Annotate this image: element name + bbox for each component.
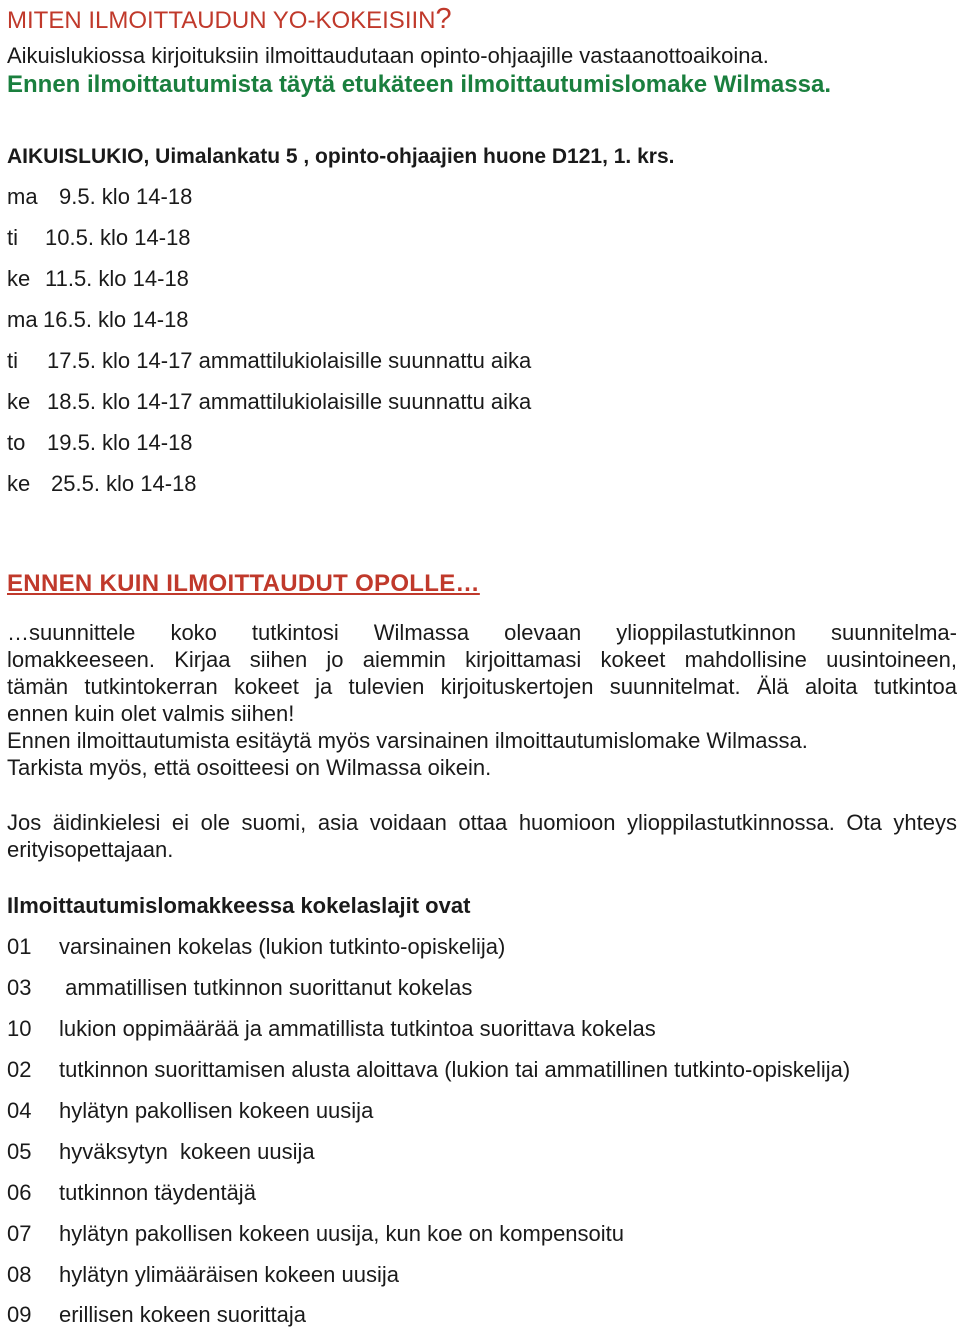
candidate-type-text: hyväksytyn kokeen uusija	[59, 1139, 315, 1164]
candidate-type-text: erillisen kokeen suorittaja	[59, 1302, 307, 1327]
candidate-type-item	[7, 977, 472, 999]
schedule-time: 19.5. klo 14-18	[47, 430, 193, 455]
intro-line-1: Aikuislukiossa kirjoituksiin ilmoittaudutaan opinto-ohjaajille vastaanottoaikoina.	[7, 43, 769, 68]
schedule-row	[7, 227, 191, 249]
schedule-time: 16.5. klo 14-18	[43, 307, 189, 332]
candidate-type-code: 08	[7, 1262, 32, 1287]
schedule-row	[7, 268, 189, 290]
section-heading-before: ENNEN KUIN ILMOITTAUDUT OPOLLE…	[7, 570, 480, 597]
candidate-type-text: ammatillisen tutkinnon suorittanut kokelas	[59, 975, 473, 1000]
language-paragraph	[7, 809, 957, 863]
candidate-types-heading: Ilmoittautumislomakkeessa kokelaslajit ovat	[7, 893, 471, 918]
candidate-type-code: 02	[7, 1057, 32, 1082]
schedule-row	[7, 391, 531, 413]
page-title-question-mark: ?	[435, 3, 452, 35]
address-paragraph: Tarkista myös, että osoitteesi on Wilmassa oikein.	[7, 755, 492, 780]
candidate-type-item	[7, 1304, 306, 1326]
candidate-type-item	[7, 1264, 399, 1286]
schedule-day: ke	[7, 471, 31, 496]
schedule-time: 25.5. klo 14-18	[51, 471, 197, 496]
candidate-type-item	[7, 1141, 315, 1163]
schedule-time: 10.5. klo 14-18	[45, 225, 191, 250]
candidate-type-item	[7, 1182, 256, 1204]
schedule-day: ma	[7, 307, 38, 332]
page-title-text: MITEN ILMOITTAUDUN YO-KOKEISIIN	[7, 7, 436, 34]
candidate-type-code: 10	[7, 1016, 32, 1041]
language-paragraph-line: Jos äidinkielesi ei ole suomi, asia voidaan ottaa huomioon ylioppilastutkinnossa. Ota yhteys	[7, 810, 957, 835]
schedule-row	[7, 350, 531, 372]
candidate-type-code: 01	[7, 934, 32, 959]
language-paragraph-line: erityisopettajaan.	[7, 837, 174, 862]
schedule-time: 9.5. klo 14-18	[59, 184, 193, 209]
schedule-day: ke	[7, 266, 31, 291]
candidate-type-text: hylätyn ylimääräisen kokeen uusija	[59, 1262, 399, 1287]
schedule-day: ke	[7, 389, 31, 414]
planning-paragraph-line: lomakkeeseen. Kirjaa siihen jo aiemmin kirjoittamasi kokeet mahdollisine uusintoineen,	[7, 647, 957, 672]
candidate-type-code: 07	[7, 1221, 32, 1246]
candidate-type-text: varsinainen kokelas (lukion tutkinto-opiskelija)	[59, 934, 506, 959]
candidate-type-text: tutkinnon suorittamisen alusta aloittava (lukion tai ammatillinen tutkinto-opiskelija)	[59, 1057, 851, 1082]
planning-paragraph-line: tämän tutkintokerran kokeet ja tulevien kirjoituskertojen suunnitelmat. Älä aloita tutkintoa	[7, 674, 957, 699]
candidate-type-code: 05	[7, 1139, 32, 1164]
schedule-day: to	[7, 430, 26, 455]
schedule-row	[7, 473, 197, 495]
schedule-day: ma	[7, 184, 38, 209]
intro-line-2: Ennen ilmoittautumista täytä etukäteen ilmoittautumislomake Wilmassa.	[7, 71, 831, 98]
planning-paragraph-line: ennen kuin olet valmis siihen!	[7, 701, 295, 726]
planning-paragraph-line: …suunnittele koko tutkintosi Wilmassa olevaan ylioppilastutkinnon suunnitelma-	[7, 620, 957, 645]
schedule-day: ti	[7, 225, 18, 250]
schedule-row	[7, 309, 189, 331]
candidate-type-item	[7, 1018, 656, 1040]
candidate-type-code: 09	[7, 1302, 32, 1327]
candidate-type-text: lukion oppimäärää ja ammatillista tutkintoa suorittava kokelas	[59, 1016, 656, 1041]
candidate-type-code: 03	[7, 975, 32, 1000]
schedule-row	[7, 432, 193, 454]
prefill-paragraph: Ennen ilmoittautumista esitäytä myös varsinainen ilmoittautumislomake Wilmassa.	[7, 728, 808, 753]
candidate-type-code: 04	[7, 1098, 32, 1123]
candidate-type-text: tutkinnon täydentäjä	[59, 1180, 256, 1205]
schedule-time: 18.5. klo 14-17 ammattilukiolaisille suunnattu aika	[47, 389, 532, 414]
schedule-day: ti	[7, 348, 18, 373]
page-title	[7, 3, 452, 36]
candidate-type-item	[7, 1100, 373, 1122]
candidate-type-item	[7, 936, 505, 958]
candidate-type-text: hylätyn pakollisen kokeen uusija, kun koe on kompensoitu	[59, 1221, 625, 1246]
schedule-time: 17.5. klo 14-17 ammattilukiolaisille suunnattu aika	[47, 348, 532, 373]
planning-paragraph	[7, 619, 957, 727]
candidate-type-text: hylätyn pakollisen kokeen uusija	[59, 1098, 374, 1123]
candidate-type-item	[7, 1223, 624, 1245]
candidate-type-item	[7, 1059, 850, 1081]
schedule-row	[7, 186, 192, 208]
location-line: AIKUISLUKIO, Uimalankatu 5 , opinto-ohjaajien huone D121, 1. krs.	[7, 145, 675, 168]
candidate-type-code: 06	[7, 1180, 32, 1205]
schedule-time: 11.5. klo 14-18	[45, 266, 189, 291]
